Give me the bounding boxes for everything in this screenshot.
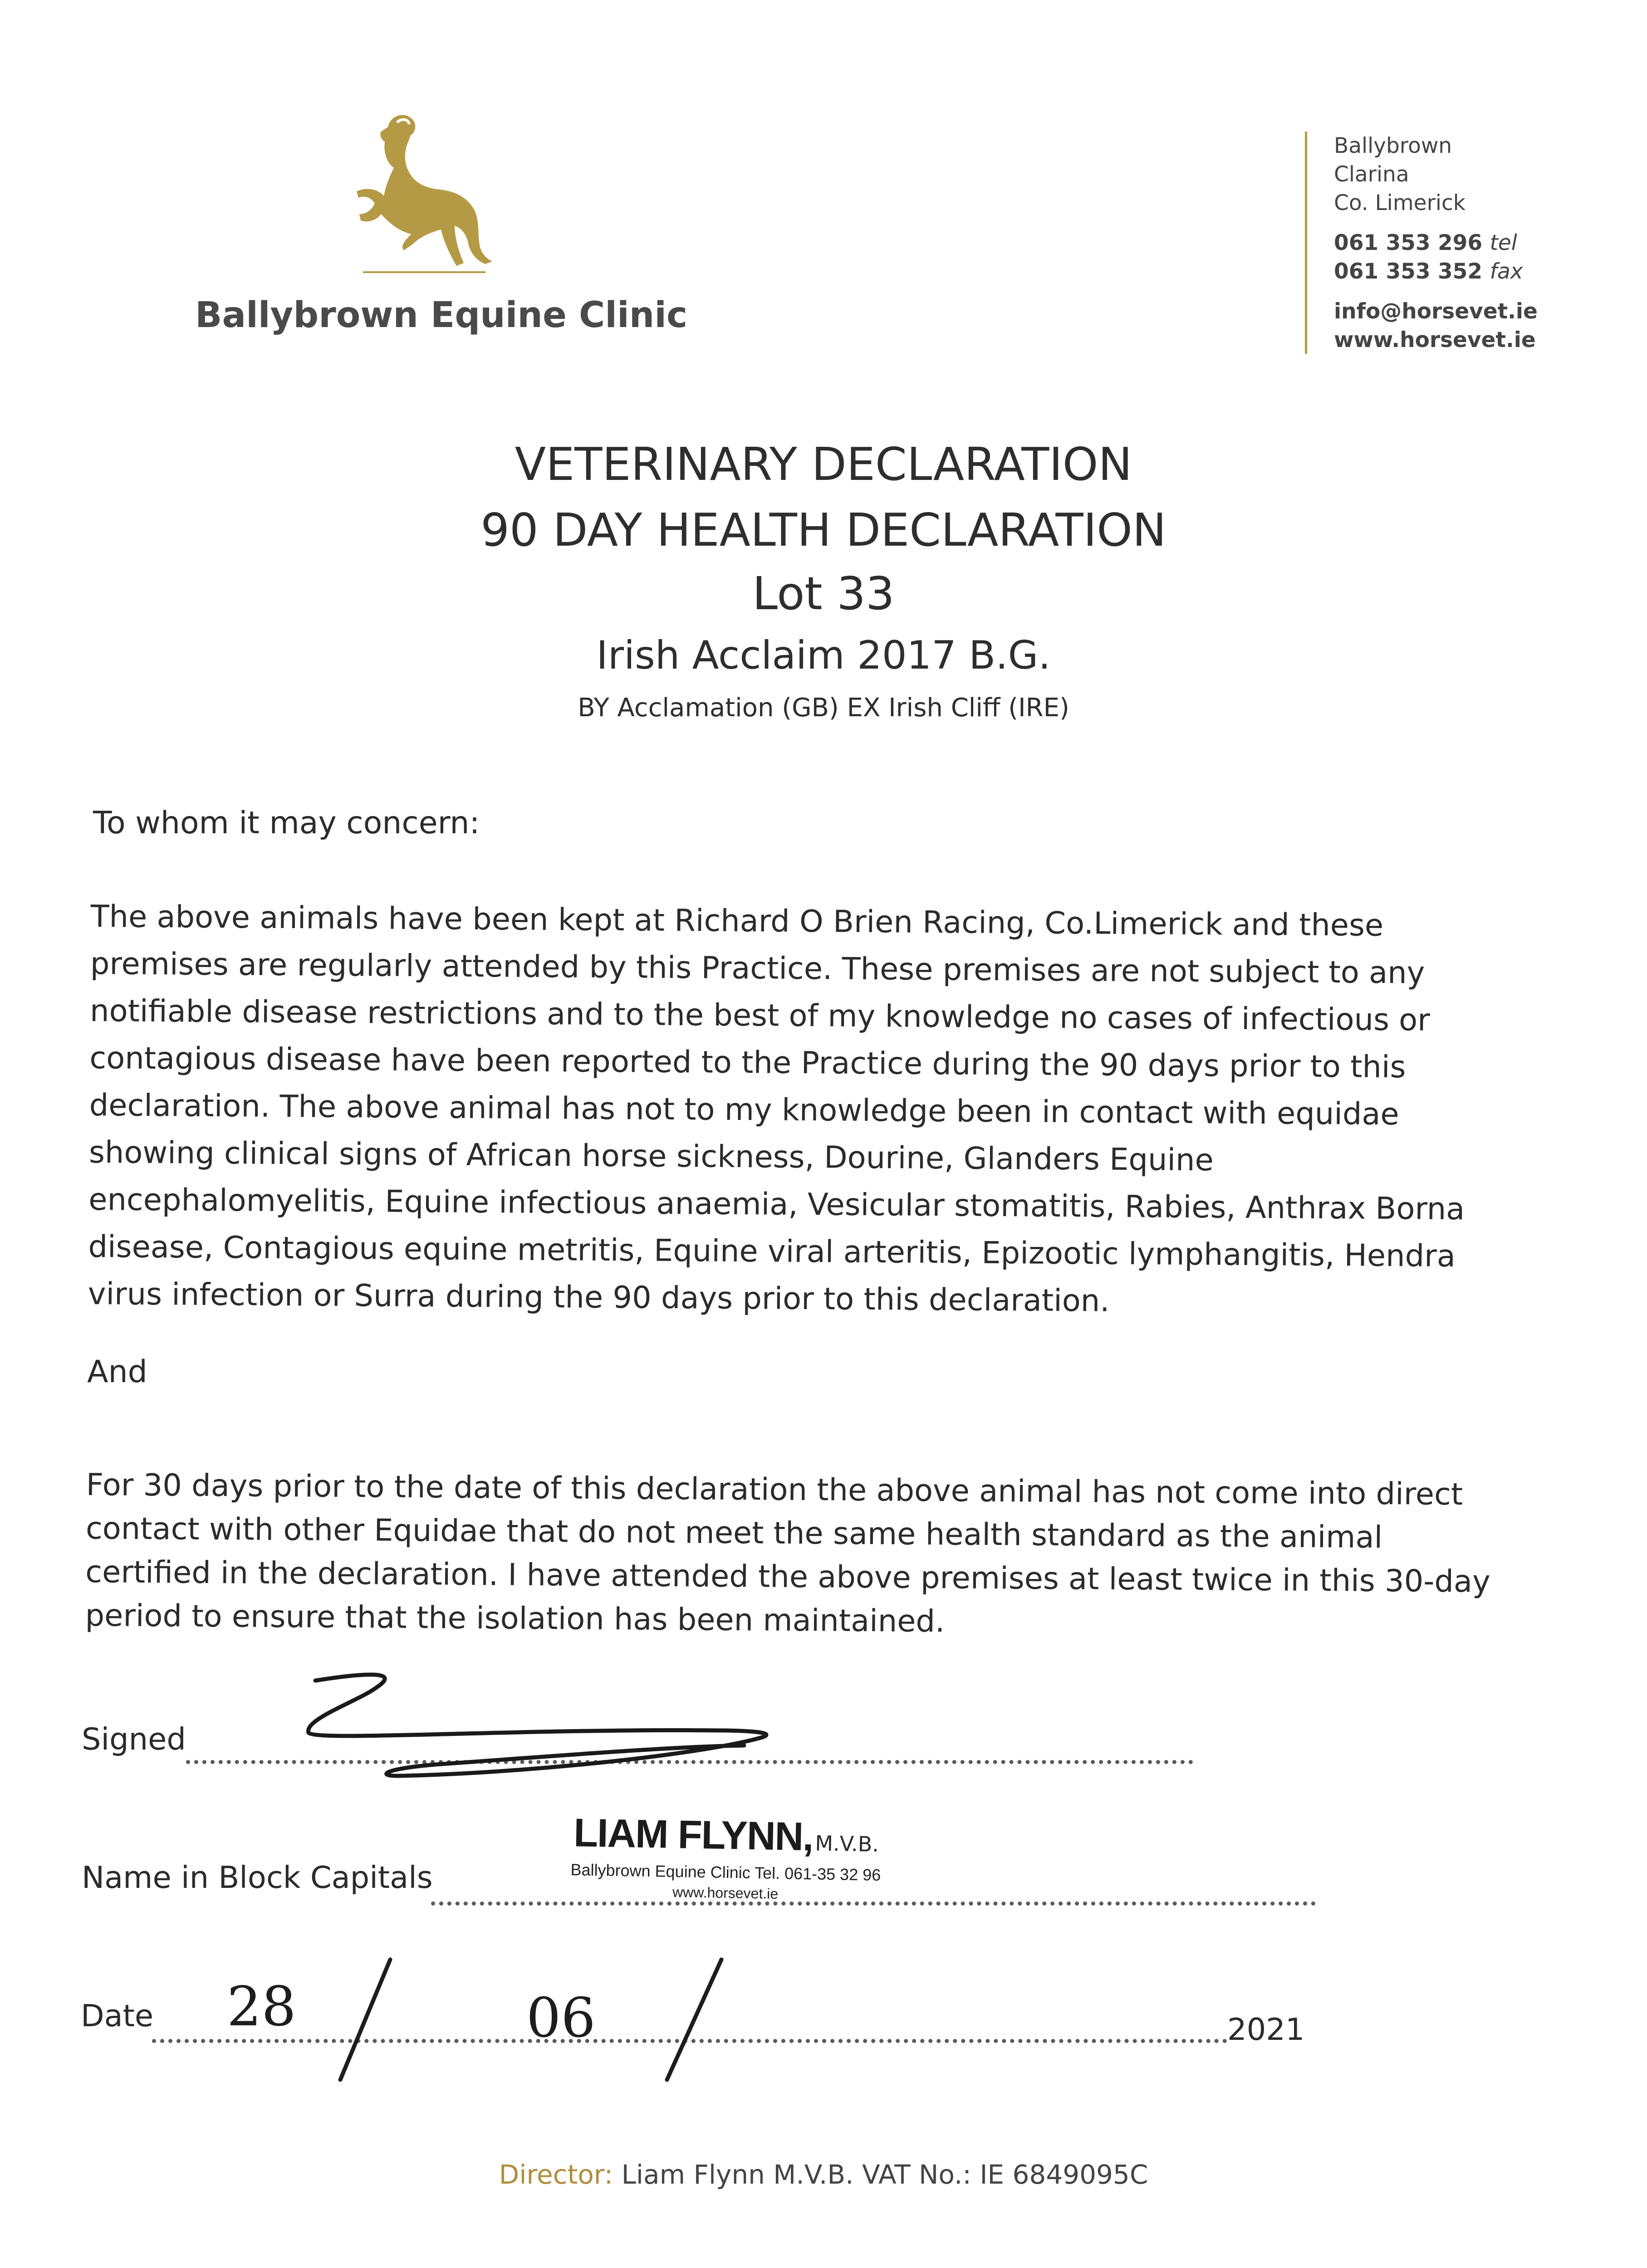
paragraph-line: showing clinical signs of African horse sickness, Dourine, Glanders Equine: [88, 1134, 1214, 1178]
contact-block: [1334, 132, 1538, 354]
paragraph-line: virus infection or Surra during the 90 days prior to this declaration.: [88, 1276, 1110, 1319]
paragraph-line: declaration. The above animal has not to my knowledge been in contact with equidae: [89, 1087, 1399, 1132]
handwritten-signature: [290, 1669, 858, 1792]
handwritten-month: 06: [526, 1987, 596, 2050]
fax-number: 061 353 352: [1334, 259, 1483, 284]
signed-label: Signed: [82, 1721, 186, 1757]
address-line-3: Co. Limerick: [1334, 191, 1466, 215]
horse-pedigree: BY Acclamation (GB) EX Irish Cliff (IRE): [578, 693, 1069, 723]
telephone-tag: tel: [1490, 230, 1517, 255]
salutation: To whom it may concern:: [93, 805, 480, 841]
horse-name: Irish Acclaim 2017 B.G.: [596, 633, 1051, 678]
clinic-name: Ballybrown Equine Clinic: [195, 295, 688, 336]
stamp-qualification: M.V.B.: [814, 1831, 879, 1857]
footer: [0, 2159, 1647, 2190]
stamp-clinic-phone: Ballybrown Equine Clinic Tel. 061-35 32 96: [570, 1860, 881, 1884]
paragraph-line: premises are regularly attended by this Practice. These premises are not subject to any: [90, 945, 1425, 991]
paragraph-line: notifiable disease restrictions and to the best of my knowledge no cases of infectious or: [89, 992, 1431, 1038]
address-line-2: Clarina: [1334, 162, 1409, 187]
paragraph-line: disease, Contagious equine metritis, Equine viral arteritis, Epizootic lymphangitis, Hendra: [88, 1228, 1456, 1274]
footer-director-details: Liam Flynn M.V.B. VAT No.: IE 6849095C: [621, 2159, 1148, 2190]
fax-line: [1334, 257, 1538, 286]
date-label: Date: [81, 1998, 154, 2033]
website-address: www.horsevet.ie: [1334, 327, 1536, 352]
telephone-number: 061 353 296: [1334, 230, 1483, 255]
handwritten-day: 28: [227, 1975, 296, 2038]
paragraph-line: contact with other Equidae that do not meet the same health standard as the animal: [85, 1510, 1383, 1555]
paragraph-line: certified in the declaration. I have attended the above premises at least twice in this 30-day: [85, 1554, 1490, 1599]
name-block-capitals-label: Name in Block Capitals: [82, 1860, 433, 1895]
paragraph-line: For 30 days prior to the date of this declaration the above animal has not come into direct: [86, 1466, 1463, 1512]
paragraph-line: The above animals have been kept at Richard O Brien Racing, Co.Limerick and these: [90, 898, 1384, 943]
document-subtitle: 90 DAY HEALTH DECLARATION: [480, 503, 1167, 557]
isolation-paragraph: [85, 1463, 1493, 1647]
fax-tag: fax: [1490, 259, 1523, 284]
paragraph-line: encephalomyelitis, Equine infectious anaemia, Vesicular stomatitis, Rabies, Anthrax Borna: [88, 1181, 1465, 1227]
email-address: info@horsevet.ie: [1334, 299, 1538, 324]
rearing-horse-logo-icon: [336, 109, 504, 286]
footer-director-label: Director:: [499, 2159, 613, 2190]
paragraph-line: period to ensure that the isolation has been maintained.: [85, 1597, 945, 1639]
stamp-vet-name: LIAM FLYNN,: [573, 1810, 814, 1859]
stamp-website: www.horsevet.ie: [672, 1883, 779, 1902]
telephone-line: [1334, 229, 1538, 257]
date-year: 2021: [1227, 2012, 1305, 2047]
address-line-1: Ballybrown: [1334, 133, 1452, 158]
document-title: VETERINARY DECLARATION: [515, 438, 1132, 491]
handwritten-date: [209, 1950, 799, 2087]
conjunction-and: And: [87, 1354, 147, 1390]
paragraph-line: contagious disease have been reported to the Practice during the 90 days prior to this: [89, 1040, 1406, 1085]
lot-number: Lot 33: [752, 567, 895, 620]
declaration-paragraph: [88, 893, 1465, 1327]
contact-divider: [1305, 132, 1307, 354]
vet-stamp: [562, 1809, 890, 1905]
